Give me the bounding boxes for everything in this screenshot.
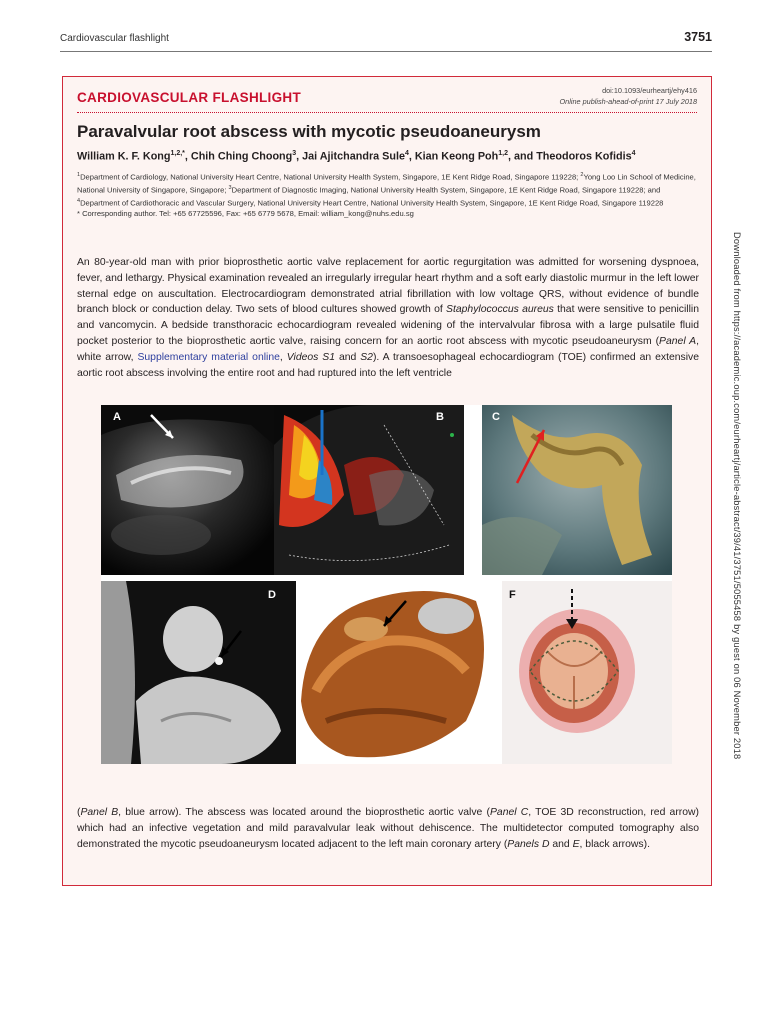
doi[interactable]: doi:10.1093/eurheartj/ehy416 bbox=[602, 86, 697, 95]
body-paragraph-1: An 80-year-old man with prior bioprosthetic aortic valve replacement for aortic regurgitation was admitted for worsening dyspnoea, fever, and lethargy. Physical examination revealed an irregularly irregular heart rhythm and a soft early diastolic murmur in the left lower sternal edge on auscultation. Electrocardiogram demonstrated atrial fibrillation with low voltage QRS, without evidence of bundle branch block or conduction delay. Two sets of blood cultures showed growth of Staphylococcus aureus that were sensitive to penicillin and vancomycin. A bedside transthoracic echocardiogram revealed widening of the intervalvular fibrosa with a large pulsatile fluid pocket posterior to the bioprosthetic aortic valve, raising concern for an aortic root abscess with mycotic pseudoaneurysm (Panel A, white arrow, Supplementary material online, Videos S1 and S2). A transoesophageal echocardiogram (TOE) confirmed an extensive aortic root abscess involving the entire root and had ruptured into the left ventricle bbox=[77, 257, 700, 379]
figure-panel-f bbox=[502, 581, 672, 764]
doi-block bbox=[559, 85, 697, 107]
dotted-divider bbox=[77, 112, 697, 113]
valve-photo bbox=[502, 581, 672, 764]
publication-note: Online publish-ahead-of-print 17 July 2018 bbox=[559, 97, 697, 106]
author-affil-sup: 4 bbox=[404, 150, 409, 157]
panel-label-a: A bbox=[113, 411, 121, 423]
author-name[interactable]: Jai Ajitchandra Sule bbox=[302, 150, 405, 163]
figure-panel-e bbox=[296, 581, 496, 764]
figure bbox=[101, 405, 672, 764]
panel-label-c: C bbox=[492, 411, 500, 423]
page-number: 3751 bbox=[684, 30, 712, 44]
tee-3d-image bbox=[482, 405, 672, 575]
corresponding-author: * Corresponding author. Tel: +65 67725596, Fax: +65 6779 5678, Email: william_kong@nuhs.edu.sg bbox=[77, 209, 414, 219]
author-affil-sup: 3 bbox=[292, 150, 297, 157]
download-note: Downloaded from https://academic.oup.com/eurheartj/article-abstract/39/41/3751/5055458 by guest on 06 November 2018 bbox=[732, 232, 742, 760]
doppler-image bbox=[274, 405, 464, 575]
affiliations: $^1$Department of Cardiology, National University Heart Centre, National University Health System, Singapore, 1E Kent Ridge Road, Singapore 119228; $^2$Yong Loo Lin School of Medicine, National University of Singapore, Singapore; $^3$Department of Diagnostic Imaging, National University Health System, Singapore, 1E Kent Ridge Road, Singapore 119228; and $^4$Department of Cardiothoracic and Vascular Surgery, National University Heart Centre, National University Health System, Singapore, 1E Kent Ridge Road, Singapore 119228 * Corresponding author. Tel: +65 67725596, Fax: +65 6779 5678, Email: william_kong@nuhs.edu.sg bbox=[77, 172, 696, 219]
figure-panel-b bbox=[274, 405, 464, 575]
author-affil-sup: 4 bbox=[631, 150, 636, 157]
panel-label-f: F bbox=[509, 589, 516, 601]
author-affil-sup: 1,2,* bbox=[170, 150, 185, 157]
ct-image bbox=[101, 581, 296, 764]
author-name[interactable]: Theodoros Kofidis bbox=[536, 150, 632, 163]
running-head: Cardiovascular flashlight bbox=[60, 33, 169, 44]
figure-panel-d bbox=[101, 581, 296, 764]
body-paragraph-2: (Panel B, blue arrow). The abscess was located around the bioprosthetic aortic valve (Panel C, TOE 3D reconstruction, red arrow) which had an infective vegetation and mild paravalvular leak without dehiscence. The multidetector computed tomography also demonstrated the mycotic pseudoaneurysm located adjacent to the left main coronary artery (Panels D and E, black arrows). bbox=[77, 807, 699, 850]
echo-image bbox=[101, 405, 274, 575]
author-list: William K. F. Kong$^{1,2,*}$, Chih Ching Choong$^3$, Jai Ajitchandra Sule$^4$, Kian Keong Poh$^{1,2}$, and Theodoros Kofidis$^4$ bbox=[77, 150, 636, 163]
ct-3d-image bbox=[296, 581, 496, 764]
panel-label-d: D bbox=[268, 589, 276, 601]
author-affil-sup: 1,2 bbox=[498, 150, 508, 157]
author-name[interactable]: Kian Keong Poh bbox=[414, 150, 499, 163]
supplementary-link[interactable]: Supplementary material online bbox=[137, 351, 280, 363]
author-name[interactable]: Chih Ching Choong bbox=[190, 150, 293, 163]
article-box bbox=[62, 76, 712, 886]
header-rule bbox=[60, 51, 712, 52]
figure-panel-a bbox=[101, 405, 274, 575]
author-name[interactable]: William K. F. Kong bbox=[77, 150, 171, 163]
article-title: Paravalvular root abscess with mycotic pseudoaneurysm bbox=[77, 122, 541, 141]
panel-label-b: B bbox=[436, 411, 444, 423]
figure-panel-c bbox=[482, 405, 672, 575]
section-label: CARDIOVASCULAR FLASHLIGHT bbox=[77, 90, 301, 105]
panel-label-e: E bbox=[298, 589, 306, 601]
